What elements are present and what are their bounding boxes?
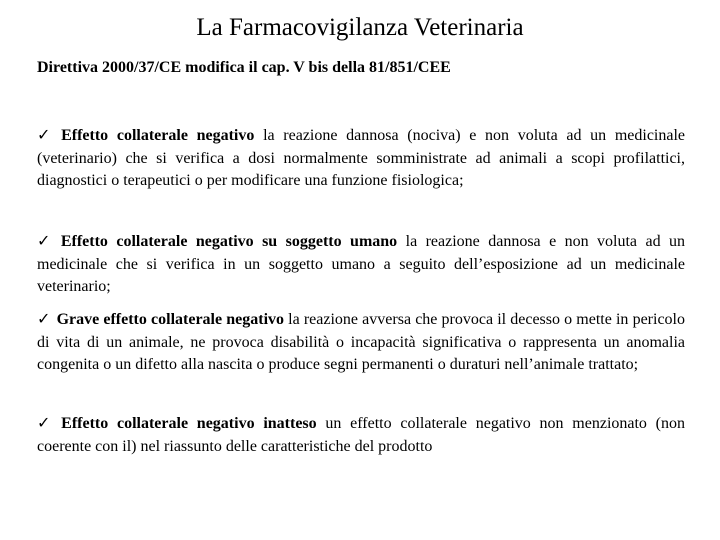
definition-term: Effetto collaterale negativo (61, 127, 255, 144)
definition-item (37, 230, 685, 299)
directive-subtitle: Direttiva 2000/37/CE modifica il cap. V bis della 81/851/CEE (37, 59, 451, 76)
checkmark-icon: ✓ (37, 231, 55, 250)
definition-item (37, 308, 685, 377)
checkmark-icon: ✓ (37, 125, 56, 144)
page-title: La Farmacovigilanza Veterinaria (196, 14, 524, 41)
definition-term: Effetto collaterale negativo su soggetto umano (60, 233, 398, 250)
definition-text: la reazione dannosa e non voluta ad un medicinale che si verifica in un soggetto umano a seguito dell’esposizione ad un medicinale veterinario; (37, 233, 686, 295)
definition-term: Grave effetto collaterale negativo (56, 311, 285, 328)
checkmark-icon: ✓ (37, 413, 56, 432)
definition-text: la reazione avversa che provoca il decesso o mette in pericolo di vita di un animale, ne provoca disabilità o incapacità significativa o rappresenta un anomalia congenita o un difetto alla nascita o produce segni permanenti o duraturi nell’animale trattato; (37, 311, 686, 373)
definition-item (37, 412, 685, 458)
definition-text: un effetto collaterale negativo non menzionato (non coerente con il) nel riassunto delle caratteristiche del prodotto (37, 415, 686, 455)
definition-item (37, 124, 685, 193)
definition-term: Effetto collaterale negativo inatteso (61, 415, 317, 432)
checkmark-icon: ✓ (37, 309, 51, 328)
definition-text: la reazione dannosa (nociva) e non voluta ad un medicinale (veterinario) che si verifica a dosi normalmente somministrate ad animali a scopi profilattici, diagnostici o terapeutici o per modificare una funzione fisiologica; (37, 127, 686, 189)
